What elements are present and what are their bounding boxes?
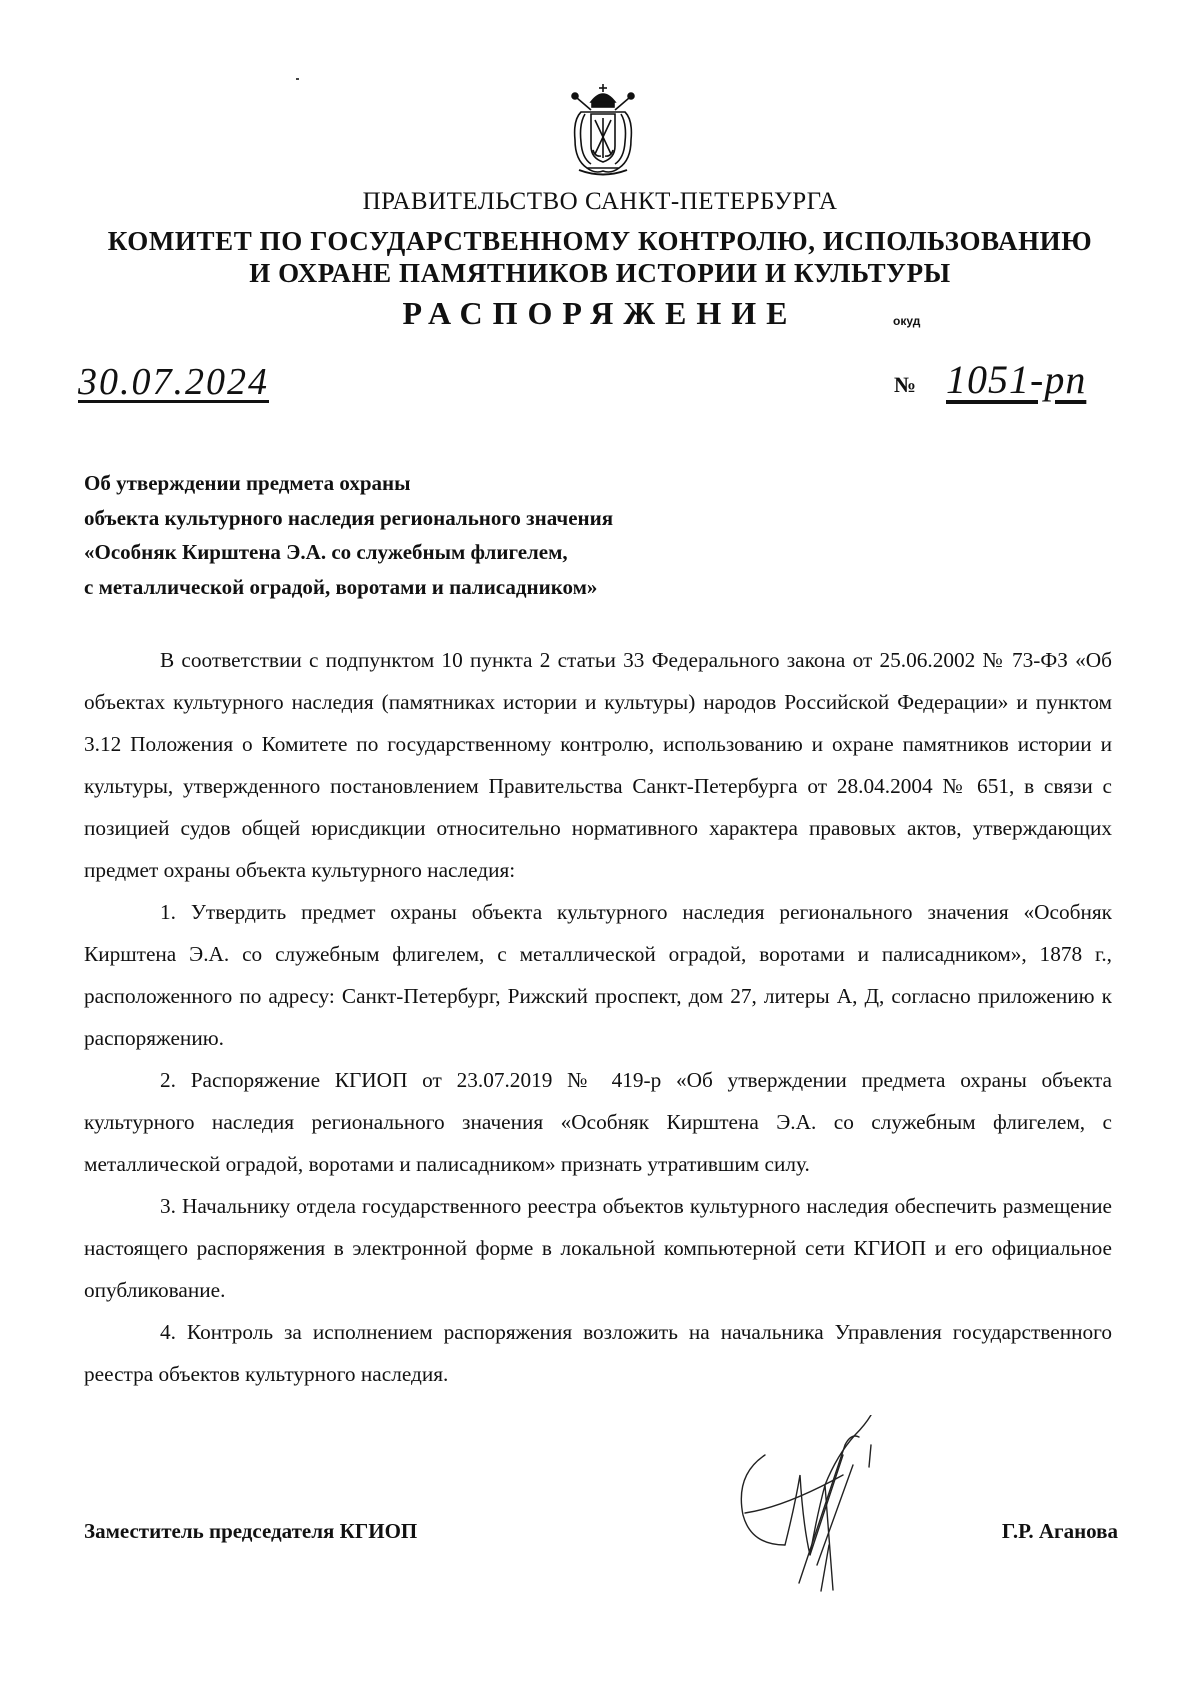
number-label: № (894, 372, 917, 397)
committee-title-line-1: КОМИТЕТ ПО ГОСУДАРСТВЕННОМУ КОНТРОЛЮ, ИСПОЛЬЗОВАНИЮ (107, 226, 1093, 256)
subject-line: Об утверждении предмета охраны (84, 471, 411, 495)
subject-line: «Особняк Кирштена Э.А. со служебным флигелем, (84, 540, 568, 565)
document-date: 30.07.2024 (78, 361, 269, 403)
signer-name: Г.Р. Аганова (1001, 1519, 1118, 1543)
stray-mark (296, 78, 299, 80)
signer-position: Заместитель председателя КГИОП (84, 1519, 418, 1543)
okud-label: окуд (893, 314, 921, 328)
document-subject (84, 466, 784, 604)
subject-line: с металлической оградой, воротами и палисадником» (84, 574, 598, 599)
committee-title-line-2: И ОХРАНЕ ПАМЯТНИКОВ ИСТОРИИ И КУЛЬТУРЫ (249, 258, 951, 288)
coat-of-arms-icon (565, 80, 641, 180)
handwritten-signature-icon (725, 1415, 955, 1605)
document-body (84, 639, 1112, 1395)
clause-2-paragraph: 2. Распоряжение КГИОП от 23.07.2019 № 419-р «Об утверждении предмета охраны объекта культурного наследия регионального значения «Особняк Кирштена Э.А. со служебным флигелем, с металлической оградой, воротами и палисадником» признать утратившим силу. (84, 1068, 1112, 1176)
clause-3-paragraph: 3. Начальнику отдела государственного реестра объектов культурного наследия обеспечить размещение настоящего распоряжения в электронной форме в локальной компьютерной сети КГИОП и его официальное опубликование. (84, 1194, 1112, 1302)
document-number: 1051-рп (946, 357, 1087, 402)
subject-line: объекта культурного наследия регионального значения (84, 505, 614, 530)
clause-4-paragraph: 4. Контроль за исполнением распоряжения возложить на начальника Управления государственного реестра объектов культурного наследия. (84, 1320, 1112, 1386)
clause-1-paragraph: 1. Утвердить предмет охраны объекта культурного наследия регионального значения «Особняк Кирштена Э.А. со служебным флигелем, с металлической оградой, воротами и палисадником», 1878 г., расположенного по адресу: Санкт-Петербург, Рижский проспект, дом 27, литеры А, Д, согласно приложению к распоряжению. (84, 900, 1112, 1050)
government-title: ПРАВИТЕЛЬСТВО САНКТ-ПЕТЕРБУРГА (362, 188, 838, 215)
preamble-paragraph: В соответствии с подпунктом 10 пункта 2 статьи 33 Федерального закона от 25.06.2002 № 73-ФЗ «Об объектах культурного наследия (памятниках истории и культуры) народов Российской Федерации» и пунктом 3.12 Положения о Комитете по государственному контролю, использованию и охране памятников истории и культуры, утвержденного постановлением Правительства Санкт-Петербурга от 28.04.2004 № 651, в связи с позицией судов общей юрисдикции относительно нормативного характера правовых актов, утверждающих предмет охраны объекта культурного наследия: (84, 648, 1112, 882)
document-type-title: РАСПОРЯЖЕНИЕ (402, 295, 798, 331)
